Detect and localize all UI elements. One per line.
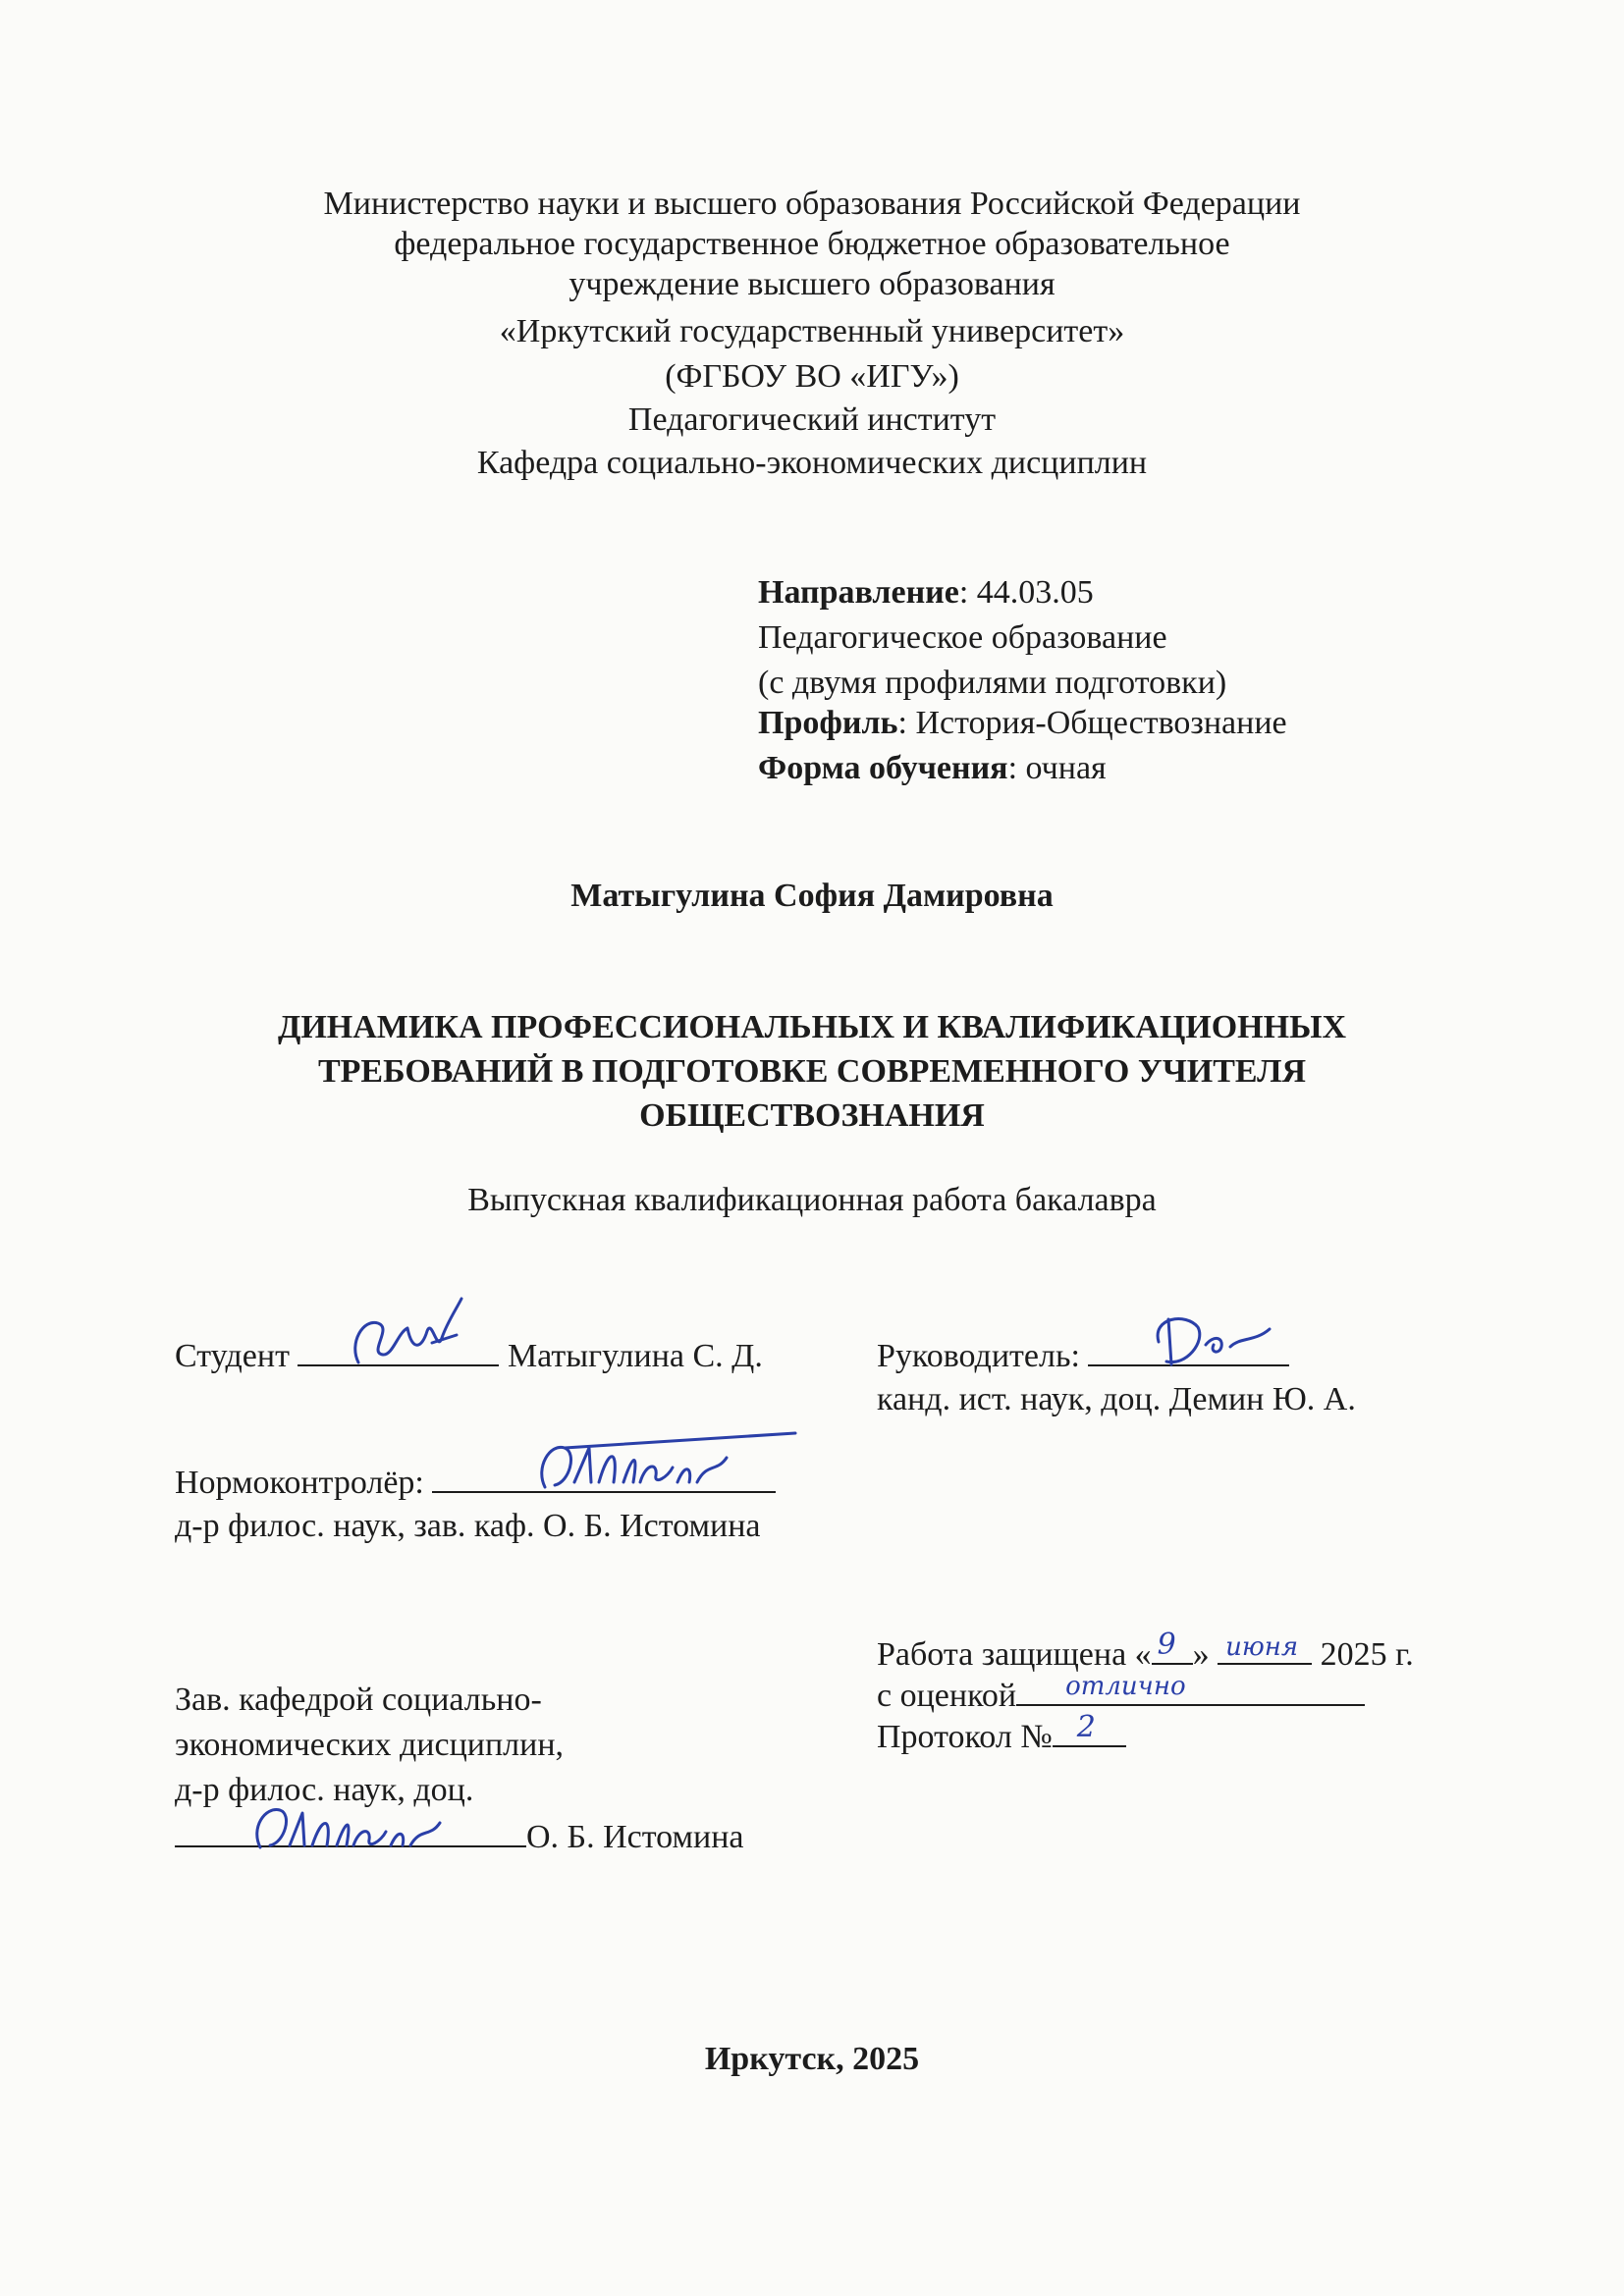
form-value: : очная [1007,750,1107,786]
supervisor-credentials: канд. ист. наук, доц. Демин Ю. А. [877,1381,1356,1417]
direction-value: : 44.03.05 [958,574,1094,611]
student-signature-blank [298,1335,499,1366]
thesis-title-line-2: ТРЕБОВАНИЙ В ПОДГОТОВКЕ СОВРЕМЕННОГО УЧИТЕЛЯ [317,1053,1307,1090]
department-name: Кафедра социально-экономических дисциплин [476,445,1148,481]
head-name: О. Б. Истомина [526,1819,744,1855]
profile-label: Профиль [758,705,898,741]
form-line [758,749,1107,788]
normcontrol-label: Нормоконтролёр: [175,1465,424,1501]
profile-line [758,704,1287,743]
grade-blank [1016,1672,1365,1706]
institute-name: Педагогический институт [627,401,997,438]
defense-mid: » [1192,1636,1210,1673]
defense-year: 2025 г. [1320,1636,1414,1673]
protocol-blank [1053,1710,1126,1747]
university-name: «Иркутский государственный университет» [499,313,1125,349]
direction-line-2: Педагогическое образование [758,619,1167,656]
protocol-number: 2 [1076,1710,1096,1744]
form-label: Форма обучения [758,750,1008,786]
work-type: Выпускная квалификационная работа бакалавра [467,1182,1157,1218]
student-signature-line [175,1335,763,1376]
normcontrol-credentials: д-р филос. наук, зав. каф. О. Б. Истомина [175,1508,761,1544]
supervisor-label: Руководитель: [877,1338,1080,1374]
student-name: Матыгулина С. Д. [507,1338,763,1374]
supervisor-signature-blank [1088,1335,1289,1366]
grade-value: отлично [1065,1672,1186,1701]
thesis-title-line-3: ОБЩЕСТВОЗНАНИЯ [639,1097,985,1134]
normcontrol-signature-line [175,1462,776,1503]
head-signature-line [175,1816,743,1857]
profile-value: : История-Обществознание [897,705,1287,741]
city-year: Иркутск, 2025 [704,2041,920,2077]
defense-day: 9 [1157,1628,1176,1662]
grade-label: с оценкой [877,1678,1017,1714]
normcontrol-signature-blank [432,1462,776,1493]
university-abbrev: (ФГБОУ ВО «ИГУ») [665,358,959,395]
head-line-3: д-р филос. наук, доц. [175,1772,474,1808]
head-line-2: экономических дисциплин, [175,1727,565,1763]
direction-line [758,573,1094,613]
defense-prefix: Работа защищена « [877,1636,1152,1673]
student-label: Студент [175,1338,290,1374]
defense-month-blank [1218,1633,1312,1665]
institution-line-1: федеральное государственное бюджетное образовательное [394,226,1230,262]
defense-grade-line [877,1672,1365,1716]
author-name: Матыгулина София Дамировна [570,878,1054,914]
head-signature-blank [175,1816,526,1847]
direction-label: Направление [758,574,959,611]
protocol-line [877,1710,1126,1757]
thesis-title-line-1: ДИНАМИКА ПРОФЕССИОНАЛЬНЫХ И КВАЛИФИКАЦИОННЫХ [277,1009,1347,1045]
defense-month: июня [1225,1632,1299,1662]
direction-line-3: (с двумя профилями подготовки) [758,665,1227,701]
supervisor-signature-line [877,1335,1289,1376]
defense-day-blank [1152,1628,1193,1665]
institution-line-2: учреждение высшего образования [568,266,1056,302]
ministry-line: Министерство науки и высшего образования Российской Федерации [323,186,1301,222]
head-line-1: Зав. кафедрой социально- [175,1682,542,1718]
protocol-label: Протокол № [877,1719,1053,1755]
